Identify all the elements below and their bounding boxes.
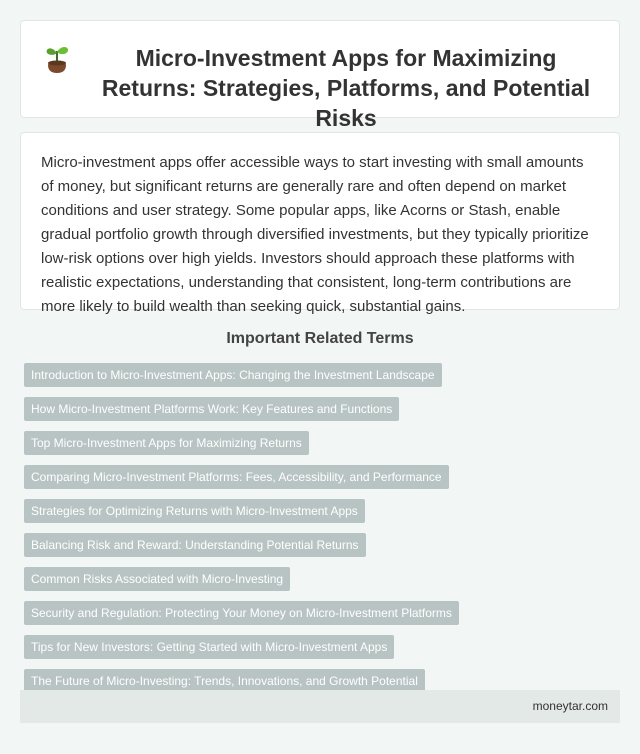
sprout-icon	[43, 43, 71, 75]
summary-card	[20, 132, 620, 315]
term-tag-10[interactable]: The Future of Micro-Investing: Trends, Innovations, and Growth Potential	[24, 669, 425, 693]
term-tag-3[interactable]: Top Micro-Investment Apps for Maximizing Returns	[24, 431, 309, 455]
summary-text: Micro-investment apps offer accessible ways to start investing with small amounts of money, but significant returns are generally rare and often depend on market conditions and user strategy. Some popular apps, like Acorns or Stash, enable gradual portfolio growth through diversified investments, but they typically prioritize low-risk options over high yields. Investors should approach these platforms with realistic expectations, understanding that consistent, long-term contributions are more likely to build wealth than seeking quick, substantial gains.	[41, 154, 589, 315]
term-tag-6[interactable]: Balancing Risk and Reward: Understanding Potential Returns	[24, 533, 366, 557]
header-card	[20, 20, 620, 131]
term-tag-8[interactable]: Security and Regulation: Protecting Your Money on Micro-Investment Platforms	[24, 601, 459, 625]
related-terms-list	[24, 363, 624, 703]
page-title: Micro-Investment Apps for Maximizing Returns: Strategies, Platforms, and Potential Risks	[101, 45, 591, 131]
term-tag-7[interactable]: Common Risks Associated with Micro-Investing	[24, 567, 290, 591]
term-tag-4[interactable]: Comparing Micro-Investment Platforms: Fees, Accessibility, and Performance	[24, 465, 449, 489]
footer-bar	[20, 690, 620, 723]
term-tag-5[interactable]: Strategies for Optimizing Returns with Micro-Investment Apps	[24, 499, 365, 523]
term-tag-2[interactable]: How Micro-Investment Platforms Work: Key Features and Functions	[24, 397, 399, 421]
term-tag-9[interactable]: Tips for New Investors: Getting Started with Micro-Investment Apps	[24, 635, 394, 659]
term-tag-1[interactable]: Introduction to Micro-Investment Apps: Changing the Investment Landscape	[24, 363, 442, 387]
related-terms-heading: Important Related Terms	[226, 330, 414, 347]
footer-source-link[interactable]: moneytar.com	[532, 699, 608, 713]
